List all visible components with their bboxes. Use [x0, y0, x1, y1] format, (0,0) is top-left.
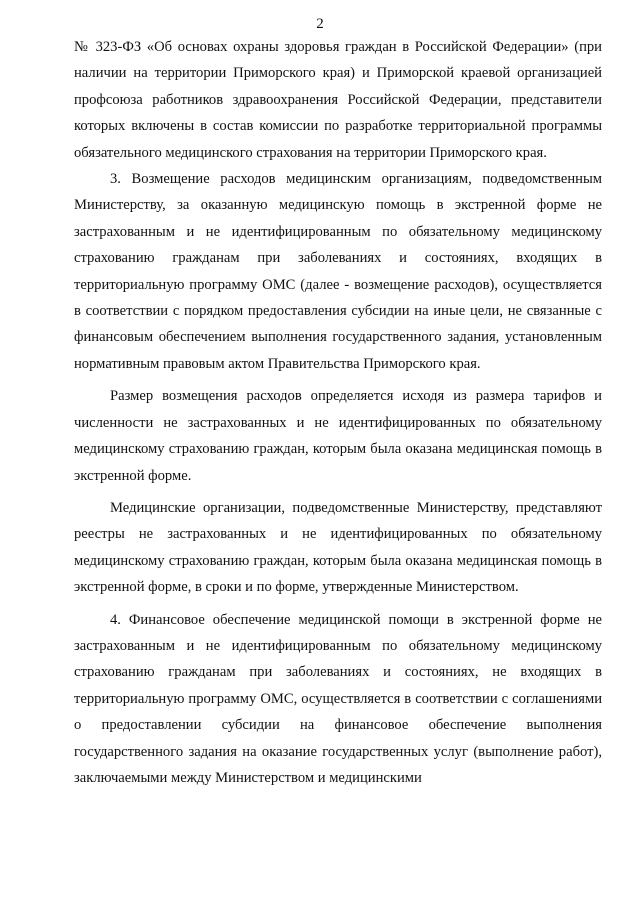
paragraph-item-4: 4. Финансовое обеспечение медицинской помощи в экстренной форме не застрахованным и не идентифицированным по обязательному медицинскому страхованию гражданам при заболеваниях и состояниях, не входящих в территориальную программу ОМС, осуществляется в соответствии с соглашениями о предоставлении субсидии на финансовое обеспечение выполнения государственного задания на оказание государственных услуг (выполнение работ), заключаемыми между Министерством и медицинскими	[74, 611, 602, 786]
paragraph-continuation: № 323-ФЗ «Об основах охраны здоровья граждан в Российской Федерации» (при наличии на территории Приморского края) и Приморской краевой организацией профсоюза работников здравоохранения Российской Федерации, представители которых включены в состав комиссии по разработке территориальной программы обязательного медицинского страхования на территории Приморского края.	[74, 39, 602, 161]
page-number: 2	[316, 16, 324, 32]
paragraph-registries: Медицинские организации, подведомственные Министерству, представляют реестры не застрахованных и не идентифицированных по обязательному медицинскому страхованию граждан, которым была оказана медицинская помощь в экстренной форме, в сроки и по форме, утвержденные Министерством.	[74, 499, 602, 596]
paragraph-reimbursement-amount: Размер возмещения расходов определяется исходя из размера тарифов и численности не застрахованных и не идентифицированных по обязательному медицинскому страхованию граждан, которым была оказана медицинская помощь в экстренной форме.	[74, 388, 602, 484]
document-body	[74, 34, 602, 791]
paragraph-item-3: 3. Возмещение расходов медицинским организациям, подведомственным Министерству, за оказанную медицинскую помощь в экстренной форме не застрахованным и не идентифицированным по обязательному медицинскому страхованию гражданам при заболеваниях и состояниях, входящих в территориальную программу ОМС (далее - возмещение расходов), осуществляется в соответствии с порядком предоставления субсидии на иные цели, не связанные с финансовым обеспечением выполнения государственного задания, установленным нормативным правовым актом Правительства Приморского края.	[74, 171, 602, 372]
